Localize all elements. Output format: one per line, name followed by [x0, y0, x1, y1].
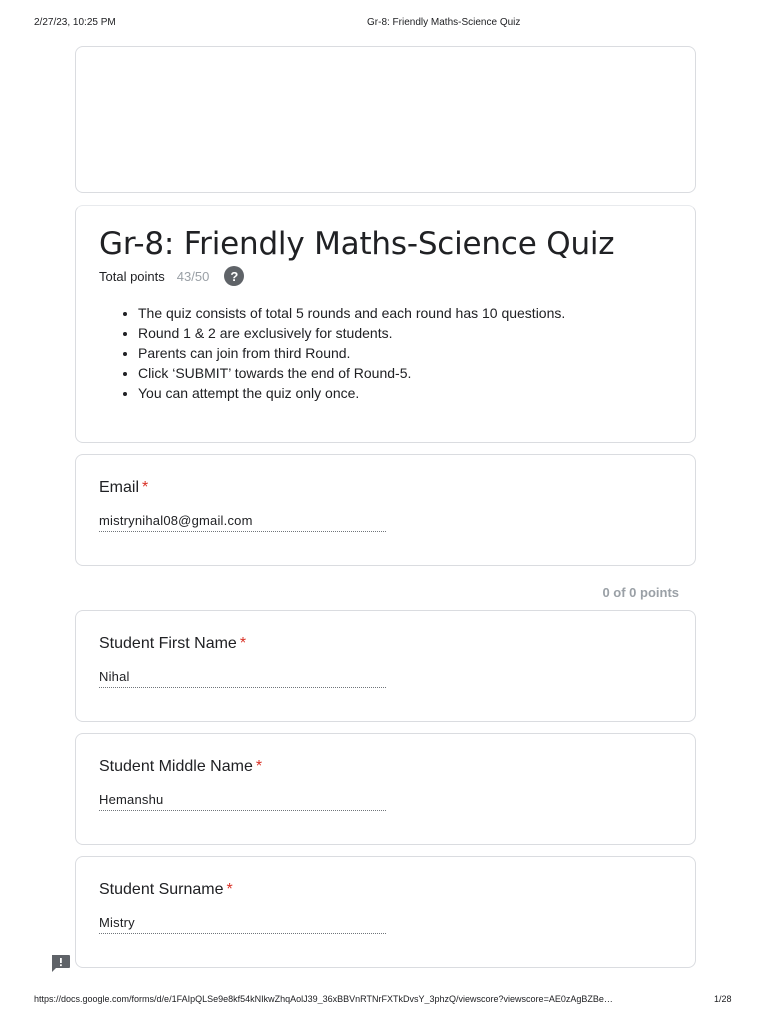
surname-label: Student Surname [99, 881, 224, 898]
email-label: Email [99, 479, 140, 496]
feedback-icon[interactable] [50, 954, 71, 973]
rule-item: • The quiz consists of total 5 rounds and each round has 10 questions. [138, 303, 565, 323]
print-url: https://docs.google.com/forms/d/e/1FAIpQLSe9e8kf54kNIkwZhqAolJ39_36xBBVnRTNrFXTkDvsY_3phzQ/viewscore?viewscore=AE0zAgBZBe… [34, 994, 613, 1004]
section-points: 0 of 0 points [602, 585, 679, 600]
print-doc-title: Gr-8: Friendly Maths-Science Quiz [367, 17, 521, 28]
total-points-label: Total points [99, 268, 165, 284]
total-points-row [99, 266, 244, 286]
question-email [75, 454, 696, 566]
header-banner [75, 46, 696, 193]
middle-name-answer: Hemanshu [99, 792, 386, 811]
first-name-answer: Nihal [99, 669, 386, 688]
rule-item: • Round 1 & 2 are exclusively for students. [138, 323, 565, 343]
total-points-value: 43/50 [176, 268, 210, 284]
page-indicator: 1/28 [714, 994, 732, 1004]
print-header [0, 17, 768, 31]
question-label [99, 758, 262, 776]
help-icon[interactable]: ? [224, 266, 244, 286]
form-title: Gr-8: Friendly Maths-Science Quiz [99, 226, 615, 262]
first-name-label: Student First Name [99, 635, 237, 652]
print-datetime: 2/27/23, 10:25 PM [34, 17, 116, 28]
required-mark: * [255, 758, 263, 775]
question-label [99, 635, 246, 653]
form-header-card [75, 205, 696, 443]
question-middle-name [75, 733, 696, 845]
rule-item: • You can attempt the quiz only once. [138, 383, 565, 403]
rule-item: • Parents can join from third Round. [138, 343, 565, 363]
middle-name-label: Student Middle Name [99, 758, 253, 775]
question-surname [75, 856, 696, 968]
question-label [99, 479, 148, 497]
question-first-name [75, 610, 696, 722]
required-mark: * [226, 881, 233, 898]
surname-answer: Mistry [99, 915, 386, 934]
required-mark: * [142, 479, 149, 496]
rule-item: • Click ‘SUBMIT’ towards the end of Round-5. [138, 363, 565, 383]
email-answer: mistrynihal08@gmail.com [99, 513, 386, 532]
required-mark: * [239, 635, 247, 652]
question-label [99, 881, 233, 899]
quiz-rules-list [138, 303, 565, 403]
